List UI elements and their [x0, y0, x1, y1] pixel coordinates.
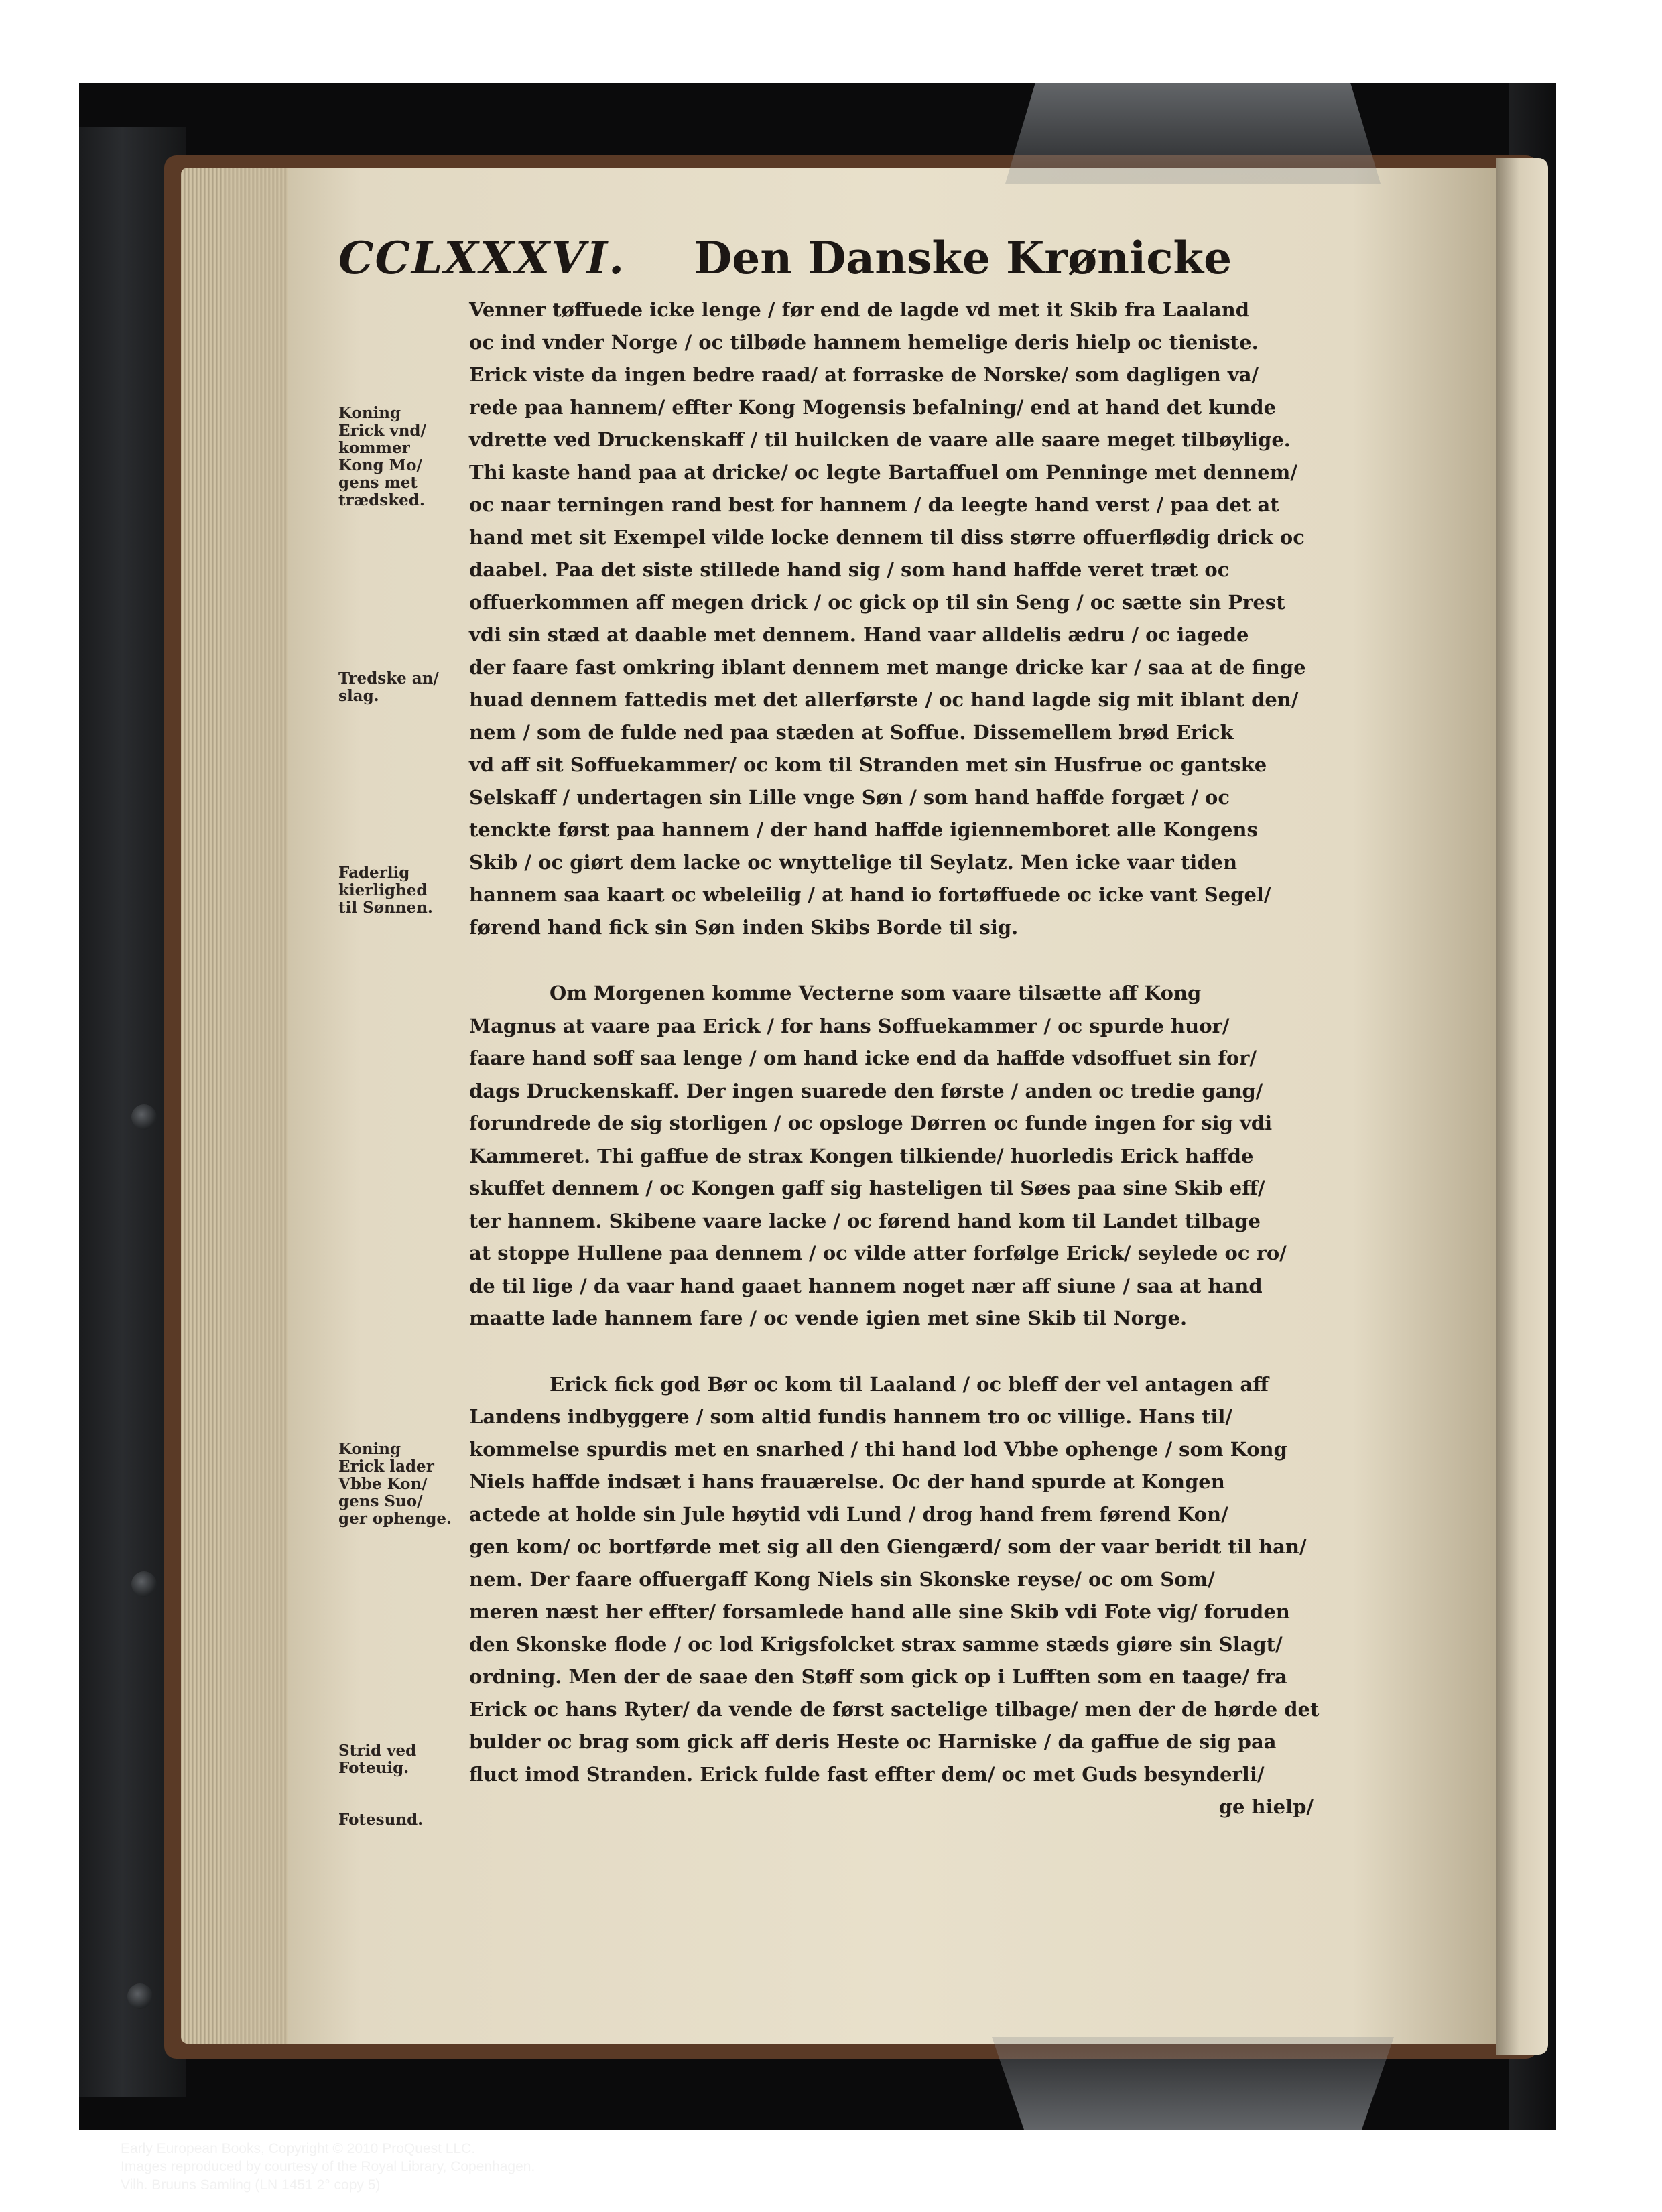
text-line: maatte lade hannem fare / oc vende igien met sine Skib til Norge.	[469, 1307, 1188, 1329]
text-line: Kammeret. Thi gaffue de strax Kongen tilkiende/ huorledis Erick haffde	[469, 1144, 1254, 1167]
text-line: Selskaff / undertagen sin Lille vnge Søn / som hand haffde forgæt / oc	[469, 785, 1230, 809]
page-edges	[181, 168, 295, 2044]
text-line: Om Morgenen komme Vecterne som vaare tilsætte aff Kong	[550, 982, 1202, 1004]
margin-note: Strid ved Foteuig.	[338, 1742, 417, 1777]
text-line: Magnus at vaare paa Erick / for hans Soffuekammer / oc spurde huor/	[469, 1014, 1230, 1037]
text-line: daabel. Paa det siste stillede hand sig / som hand haffde veret træt oc	[469, 558, 1230, 581]
text-line: Niels haffde indsæt i hans frauærelse. Oc der hand spurde at Kongen	[469, 1470, 1225, 1493]
margin-note: Tredske an/ slag.	[338, 669, 439, 705]
caption-line: Vilh. Bruuns Samling (LN 1451 2° copy 5)	[121, 2177, 381, 2193]
text-line: forundrede de sig storligen / oc opsloge Dørren oc funde ingen for sig vdi	[469, 1112, 1273, 1134]
text-line: Venner tøffuede icke lenge / før end de lagde vd met it Skib fra Laaland	[469, 298, 1249, 321]
text-line: actede at holde sin Jule høytid vdi Lund / drog hand frem førend Kon/	[469, 1502, 1228, 1526]
text-line: gen kom/ oc bortførde met sig all den Giengærd/ som der vaar beridt til han/	[469, 1535, 1307, 1558]
running-head: Den Danske Krønicke	[694, 232, 1232, 284]
cradle-bolt-icon	[131, 1104, 157, 1130]
text-line: vdi sin stæd at daable met dennem. Hand vaar alldelis ædru / oc iagede	[469, 623, 1249, 646]
copyright-caption	[121, 2140, 535, 2194]
caption-line: Early European Books, Copyright © 2010 ProQuest LLC.	[121, 2141, 476, 2156]
page-clip-bottom	[992, 2037, 1394, 2130]
cradle-bolt-icon	[127, 1983, 153, 2009]
paragraph	[469, 294, 1314, 944]
text-line: de til lige / da vaar hand gaaet hannem noget nær aff siune / saa at hand	[469, 1274, 1263, 1297]
text-line: faare hand soff saa lenge / om hand icke end da haffde vdsoffuet sin for/	[469, 1047, 1257, 1069]
margin-note: Koning Erick lader Vbbe Kon/ gens Suo/ ger ophenge.	[338, 1440, 452, 1528]
text-line: at stoppe Hullene paa dennem / oc vilde atter forfølge Erick/ seylede oc ro/	[469, 1242, 1287, 1264]
text-line: rede paa hannem/ effter Kong Mogensis befalning/ end at hand det kunde	[469, 395, 1277, 419]
text-line: fluct imod Stranden. Erick fulde fast effter dem/ oc met Guds besynderli/	[469, 1762, 1265, 1786]
text-line: meren næst her effter/ forsamlede hand alle sine Skib vdi Fote vig/ foruden	[469, 1600, 1290, 1623]
margin-note: Koning Erick vnd/ kommer Kong Mo/ gens met trædsked.	[338, 404, 426, 509]
text-line: Erick viste da ingen bedre raad/ at forraske de Norske/ som dagligen va/	[469, 363, 1259, 386]
text-line: der faare fast omkring iblant dennem met mange dricke kar / saa at de finge	[469, 655, 1306, 679]
page-clip-top	[1005, 83, 1381, 184]
folio-number: CCLXXXVI.	[338, 232, 626, 284]
cradle-bolt-icon	[131, 1571, 157, 1597]
text-line: Erick fick god Bør oc kom til Laaland / oc bleff der vel antagen aff	[550, 1372, 1269, 1396]
text-line: Erick oc hans Ryter/ da vende de først sactelige tilbage/ men der de hørde det	[469, 1697, 1320, 1721]
text-line: nem. Der faare offuergaff Kong Niels sin Skonske reyse/ oc om Som/	[469, 1567, 1215, 1591]
text-line: den Skonske flode / oc lod Krigsfolcket strax samme stæds giøre sin Slagt/	[469, 1632, 1283, 1656]
caption-line: Images reproduced by courtesy of the Royal Library, Copenhagen.	[121, 2159, 535, 2174]
page-header	[338, 232, 1344, 299]
text-line: Thi kaste hand paa at dricke/ oc legte Bartaffuel om Penninge met dennem/	[469, 460, 1297, 484]
text-line: oc ind vnder Norge / oc tilbøde hannem hemelige deris hielp oc tieniste.	[469, 330, 1259, 354]
paragraph	[469, 977, 1314, 1335]
text-line: hand met sit Exempel vilde locke dennem til diss større offuerflødig drick oc	[469, 525, 1305, 549]
text-line: offuerkommen aff megen drick / oc gick op til sin Seng / oc sætte sin Prest	[469, 590, 1285, 614]
text-line: huad dennem fattedis met det allerførste / oc hand lagde sig mit iblant den/	[469, 688, 1299, 711]
text-line: kommelse spurdis met en snarhed / thi hand lod Vbbe ophenge / som Kong	[469, 1437, 1287, 1461]
text-line: nem / som de fulde ned paa stæden at Soffue. Dissemellem brød Erick	[469, 720, 1234, 744]
margin-note: Fotesund.	[338, 1811, 424, 1829]
margin-note: Faderlig kierlighed til Sønnen.	[338, 864, 433, 917]
text-line: bulder oc brag som gick aff deris Heste oc Harniske / da gaffue de sig paa	[469, 1730, 1277, 1753]
text-line: vd aff sit Soffuekammer/ oc kom til Stranden met sin Husfrue oc gantske	[469, 753, 1267, 776]
text-line: dags Druckenskaff. Der ingen suarede den første / anden oc tredie gang/	[469, 1079, 1263, 1102]
text-line: oc naar terningen rand best for hannem / da leegte hand verst / paa det at	[469, 493, 1279, 516]
text-line: ge hielp/	[1218, 1795, 1314, 1818]
body-text	[469, 294, 1320, 1823]
text-line: tenckte først paa hannem / der hand haffde igiennemboret alle Kongens	[469, 818, 1258, 841]
text-line: førend hand fick sin Søn inden Skibs Borde til sig.	[469, 915, 1019, 939]
facing-page-edge	[1496, 158, 1548, 2055]
paragraph	[469, 1368, 1320, 1823]
text-line: ter hannem. Skibene vaare lacke / oc førend hand kom til Landet tilbage	[469, 1209, 1261, 1232]
text-line: skuffet dennem / oc Kongen gaff sig hasteligen til Søes paa sine Skib eff/	[469, 1177, 1265, 1199]
text-line: Skib / oc giørt dem lacke oc wnyttelige til Seylatz. Men icke vaar tiden	[469, 850, 1238, 874]
text-line: vdrette ved Druckenskaff / til huilcken de vaare alle saare meget tilbøylige.	[469, 428, 1291, 451]
text-line: hannem saa kaart oc wbeleilig / at hand io fortøffuede oc icke vant Segel/	[469, 883, 1271, 906]
text-line: Landens indbyggere / som altid fundis hannem tro oc villige. Hans til/	[469, 1405, 1232, 1428]
text-line: ordning. Men der de saae den Støff som gick op i Lufften som en taage/ fra	[469, 1665, 1287, 1688]
